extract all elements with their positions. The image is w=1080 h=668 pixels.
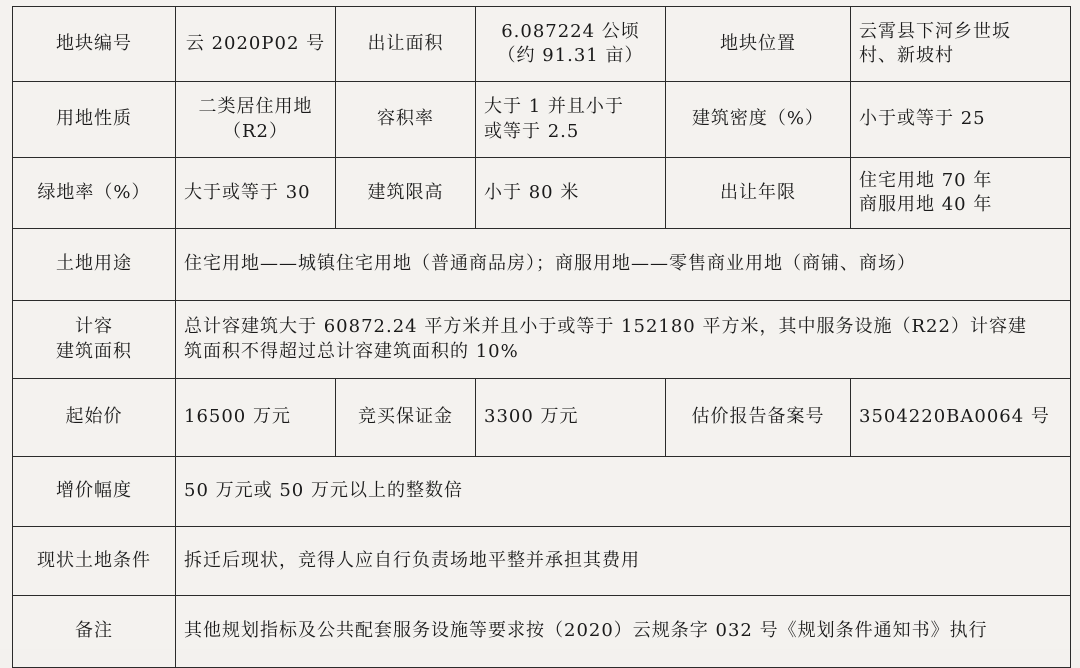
label-green-ratio: 绿地率（%）: [13, 158, 176, 229]
table-row: [13, 527, 1071, 596]
term-line-1: 住宅用地 70 年: [859, 169, 993, 191]
far-line-2: 或等于 2.5: [484, 120, 580, 142]
value-far: [476, 82, 666, 158]
label-density: 建筑密度（%）: [666, 82, 851, 158]
value-start-price: 16500 万元: [176, 379, 336, 457]
label-area: 出让面积: [336, 7, 476, 82]
table-row: [13, 7, 1071, 82]
label-floor-area: [13, 301, 176, 379]
value-density: 小于或等于 25: [851, 82, 1071, 158]
land-parcel-table: [12, 6, 1071, 668]
value-area: [476, 7, 666, 82]
value-remark: 其他规划指标及公共配套服务设施等要求按（2020）云规条字 032 号《规划条件通知书》执行: [176, 596, 1071, 668]
location-line-1: 云霄县下河乡世坂: [859, 20, 1011, 42]
value-location: [851, 7, 1071, 82]
table-row: [13, 457, 1071, 527]
land-nature-line-2: （R2）: [222, 120, 288, 142]
floor-area-line-2: 筑面积不得超过总计容建筑面积的 10%: [184, 340, 519, 362]
label-increment: 增价幅度: [13, 457, 176, 527]
table-row: [13, 158, 1071, 229]
value-deposit: 3300 万元: [476, 379, 666, 457]
table-row: [13, 229, 1071, 301]
value-green-ratio: 大于或等于 30: [176, 158, 336, 229]
label-condition: 现状土地条件: [13, 527, 176, 596]
label-location: 地块位置: [666, 7, 851, 82]
location-line-2: 村、新坡村: [859, 45, 954, 66]
value-increment: 50 万元或 50 万元以上的整数倍: [176, 457, 1071, 527]
floor-area-label-line-1: 计容: [75, 316, 113, 338]
value-parcel-no: 云 2020P02 号: [176, 7, 336, 82]
land-nature-line-1: 二类居住用地: [198, 96, 313, 118]
label-term: 出让年限: [666, 158, 851, 229]
table-row: [13, 301, 1071, 379]
far-line-1: 大于 1 并且小于: [484, 96, 624, 118]
value-land-use: 住宅用地——城镇住宅用地（普通商品房）；商服用地——零售商业用地（商铺、商场）: [176, 229, 1071, 301]
label-land-nature: 用地性质: [13, 82, 176, 158]
label-appraisal-no: 估价报告备案号: [666, 379, 851, 457]
value-term: [851, 158, 1071, 229]
value-condition: 拆迁后现状，竞得人应自行负责场地平整并承担其费用: [176, 527, 1071, 596]
area-line-1: 6.087224 公顷: [501, 20, 640, 42]
floor-area-label-line-2: 建筑面积: [56, 340, 132, 362]
term-line-2: 商服用地 40 年: [859, 194, 993, 215]
floor-area-line-1: 总计容建筑大于 60872.24 平方米并且小于或等于 152180 平方米，其中服务设施（R22）计容建: [184, 316, 1027, 338]
table-row: [13, 596, 1071, 668]
value-land-nature: [176, 82, 336, 158]
table-row: [13, 379, 1071, 457]
table-row: [13, 82, 1071, 158]
label-parcel-no: 地块编号: [13, 7, 176, 82]
value-appraisal-no: 3504220BA0064 号: [851, 379, 1071, 457]
label-remark: 备注: [13, 596, 176, 668]
label-height-limit: 建筑限高: [336, 158, 476, 229]
area-line-2: （约 91.31 亩）: [497, 45, 644, 66]
value-floor-area: [176, 301, 1071, 379]
label-land-use: 土地用途: [13, 229, 176, 301]
label-start-price: 起始价: [13, 379, 176, 457]
label-deposit: 竞买保证金: [336, 379, 476, 457]
label-far: 容积率: [336, 82, 476, 158]
value-height-limit: 小于 80 米: [476, 158, 666, 229]
